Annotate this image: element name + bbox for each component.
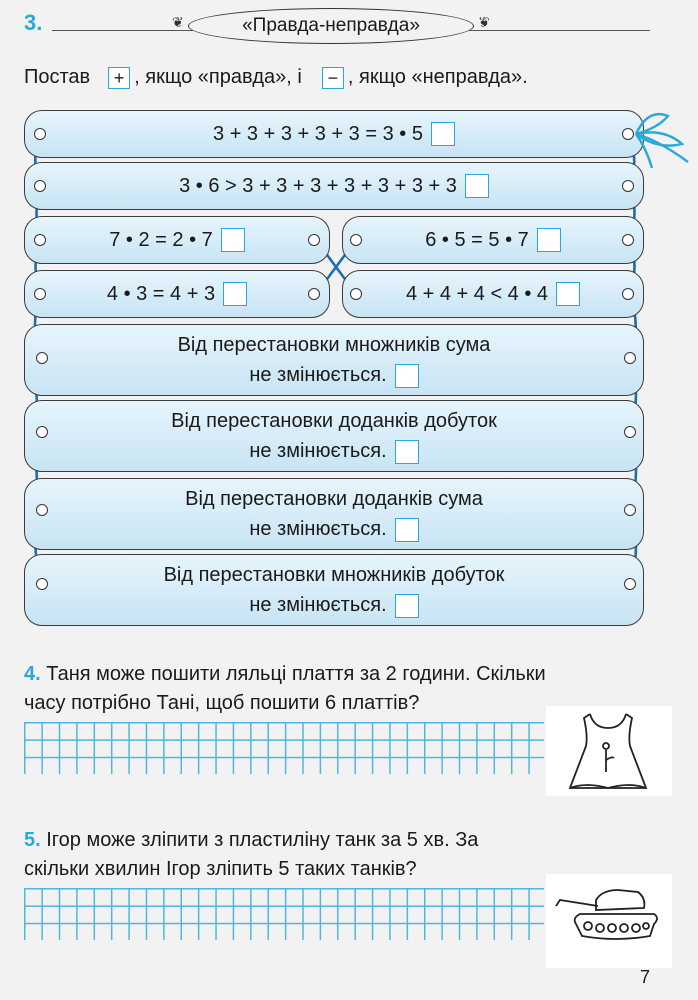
statement-strip: 4 • 3 = 4 + 3 — [24, 270, 330, 318]
plus-symbol-box: + — [108, 67, 130, 89]
lace-hole — [624, 578, 636, 590]
page-number: 7 — [639, 967, 650, 987]
lace-hole — [36, 426, 48, 438]
lace-hole — [34, 288, 46, 300]
lace-hole — [624, 426, 636, 438]
task4-text: 4. Таня може пошити ляльці плаття за 2 години. Скільки часу потрібно Тані, щоб пошити 6 платтів? — [24, 663, 546, 714]
lace-hole — [34, 128, 46, 140]
answer-box[interactable] — [465, 174, 489, 198]
answer-box[interactable] — [223, 282, 247, 306]
minus-symbol-box: − — [322, 67, 344, 89]
statement-strip: Від перестановки множників добуток не змінюється. — [24, 554, 644, 626]
tank-picture — [546, 874, 672, 968]
task3-title: «Правда-неправда» — [242, 15, 420, 36]
task5-text: 5. Ігор може зліпити з пластиліну танк за 5 хв. За скільки хвилин Ігор зліпить 5 таких танків? — [24, 829, 479, 880]
answer-box[interactable] — [395, 518, 419, 542]
answer-box[interactable] — [537, 228, 561, 252]
lace-hole — [36, 578, 48, 590]
answer-box[interactable] — [395, 364, 419, 388]
lace-hole — [350, 234, 362, 246]
statement-strip: Від перестановки доданків сума не змінюється. — [24, 478, 644, 550]
task4-number: 4. — [24, 663, 41, 685]
statement-strip: 3 + 3 + 3 + 3 + 3 = 3 • 5 — [24, 110, 644, 158]
answer-box[interactable] — [221, 228, 245, 252]
lace-hole — [350, 288, 362, 300]
task5-number: 5. — [24, 829, 41, 851]
statement-strip: 4 + 4 + 4 < 4 • 4 — [342, 270, 644, 318]
lace-hole — [622, 180, 634, 192]
statement-strip: Від перестановки множників сума не змінюється. — [24, 324, 644, 396]
lace-hole — [308, 288, 320, 300]
lace-hole — [36, 352, 48, 364]
answer-grid[interactable] — [24, 888, 544, 940]
task3-number: 3. — [24, 10, 43, 35]
answer-box[interactable] — [556, 282, 580, 306]
answer-box[interactable] — [395, 440, 419, 464]
answer-grid[interactable] — [24, 722, 544, 774]
task3-instruction: Постав + , якщо «правда», і − , якщо «неправда». — [24, 66, 528, 88]
dress-picture — [546, 706, 672, 796]
lace-hole — [36, 504, 48, 516]
statement-strip: 3 • 6 > 3 + 3 + 3 + 3 + 3 + 3 + 3 — [24, 162, 644, 210]
right-ornament-icon: ❦ — [478, 14, 490, 30]
lace-hole — [622, 288, 634, 300]
left-ornament-icon: ❦ — [172, 14, 184, 30]
answer-box[interactable] — [395, 594, 419, 618]
lace-hole — [624, 504, 636, 516]
statement-strip: 7 • 2 = 2 • 7 — [24, 216, 330, 264]
lace-hole — [308, 234, 320, 246]
lace-hole — [624, 352, 636, 364]
answer-box[interactable] — [431, 122, 455, 146]
lace-hole — [622, 234, 634, 246]
statement-strip: Від перестановки доданків добуток не змінюється. — [24, 400, 644, 472]
dress-icon — [546, 706, 672, 796]
ribbon-bow-icon — [628, 104, 698, 174]
tank-icon — [546, 874, 672, 968]
lace-hole — [34, 180, 46, 192]
statement-strip: 6 • 5 = 5 • 7 — [342, 216, 644, 264]
lace-hole — [34, 234, 46, 246]
